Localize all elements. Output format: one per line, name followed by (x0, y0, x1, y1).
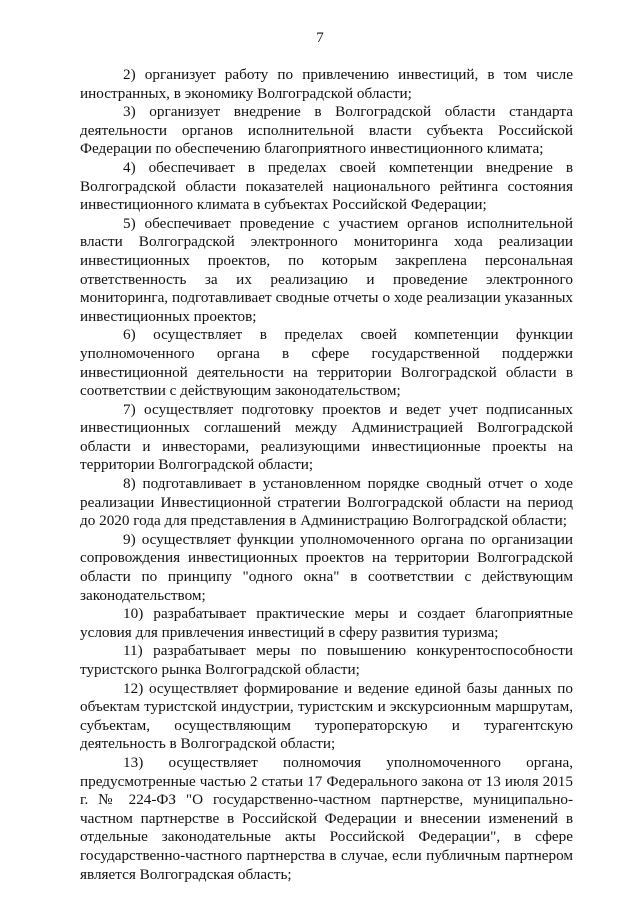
paragraph-item-11: 11) разрабатывает меры по повышению конкурентоспособности туристского рынка Волгоградской области; (80, 642, 573, 678)
paragraph-item-3: 3) организует внедрение в Волгоградской области стандарта деятельности органов исполнительной власти субъекта Российской Федерации по обеспечению благоприятного инвестиционного климата; (80, 103, 573, 158)
paragraph-item-2: 2) организует работу по привлечению инвестиций, в том числе иностранных, в экономику Волгоградской области; (80, 66, 573, 102)
paragraph-item-9: 9) осуществляет функции уполномоченного органа по организации сопровождения инвестиционных проектов на территории Волгоградской области по принципу "одного окна" в соответствии с действующим законодательством; (80, 530, 573, 604)
document-body (80, 66, 573, 884)
paragraph-item-12: 12) осуществляет формирование и ведение единой базы данных по объектам туристской индустрии, туристским и экскурсионным маршрутам, субъектам, осуществляющим туроператорскую и турагентскую деятельность в Волгоградской области; (80, 679, 573, 753)
paragraph-item-10: 10) разрабатывает практические меры и создает благоприятные условия для привлечения инвестиций в сферу развития туризма; (80, 605, 573, 641)
paragraph-item-4: 4) обеспечивает в пределах своей компетенции внедрение в Волгоградской области показателей национального рейтинга состояния инвестиционного климата в субъектах Российской Федерации; (80, 158, 573, 214)
paragraph-item-6: 6) осуществляет в пределах своей компетенции функции уполномоченного органа в сфере государственной поддержки инвестиционной деятельности на территории Волгоградской области в соответствии с действующим законодательством; (80, 326, 573, 400)
paragraph-item-7: 7) осуществляет подготовку проектов и ведет учет подписанных инвестиционных соглашений между Администрацией Волгоградской области и инвесторами, реализующими инвестиционные проекты на территории Волгоградской области; (80, 400, 573, 474)
paragraph-item-13: 13) осуществляет полномочия уполномоченного органа, предусмотренные частью 2 статьи 17 Федерального закона от 13 июля 2015 г. № 224-ФЗ "О государственно-частном партнерстве, муниципально-частном партнерстве в Российской Федерации и внесении изменений в отдельные законодательные акты Российской Федерации", в сфере государственно-частного партнерства в случае, если публичным партнером является Волгоградская область; (80, 753, 573, 883)
paragraph-item-5: 5) обеспечивает проведение с участием органов исполнительной власти Волгоградской электронного мониторинга хода реализации инвестиционных проектов, по которым закреплена персональная ответственность за их реализацию и проведение электронного мониторинга, подготавливает сводные отчеты о ходе реализации указанных инвестиционных проектов; (80, 214, 573, 325)
page-number: 7 (316, 30, 324, 46)
paragraph-item-8: 8) подготавливает в установленном порядке сводный отчет о ходе реализации Инвестиционной стратегии Волгоградской области на период до 2020 года для представления в Администрацию Волгоградской области; (80, 475, 573, 530)
